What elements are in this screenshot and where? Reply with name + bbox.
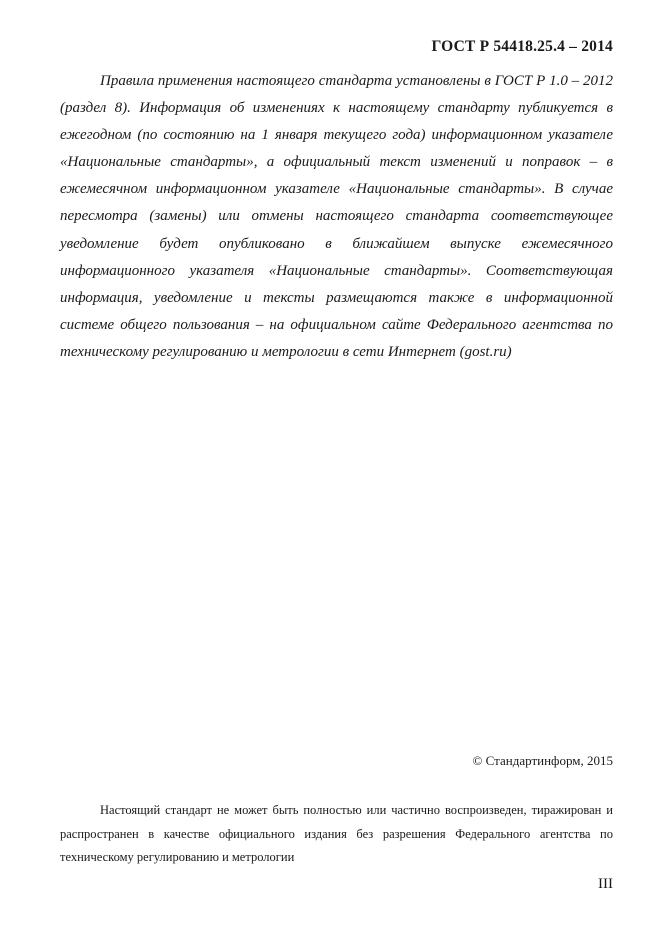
- standard-application-notice: Правила применения настоящего стандарта установлены в ГОСТ Р 1.0 – 2012 (раздел 8). Информация об изменениях к настоящему стандарту публикуется в ежегодном (по состоянию на 1 января текущего года) информационном указателе «Национальные стандарты», а официальный текст изменений и поправок – в ежемесячном информационном указателе «Национальные стандарты». В случае пересмотра (замены) или отмены настоящего стандарта соответствующее уведомление будет опубликовано в ближайшем выпуске ежемесячного информационного указателя «Национальные стандарты». Соответствующая информация, уведомление и тексты размещаются также в информационной системе общего пользования – на официальном сайте Федерального агентства по техническому регулированию и метрологии в сети Интернет (gost.ru): [60, 73, 613, 360]
- copyright-line: © Стандартинформ, 2015: [472, 753, 613, 768]
- page-number: III: [598, 876, 613, 892]
- page-header-standard-id: ГОСТ Р 54418.25.4 – 2014: [431, 38, 613, 55]
- reproduction-restriction-notice: Настоящий стандарт не может быть полностью или частично воспроизведен, тиражирован и распространен в качестве официального издания без разрешения Федерального агентства по техническому регулированию и метрологии: [60, 803, 613, 864]
